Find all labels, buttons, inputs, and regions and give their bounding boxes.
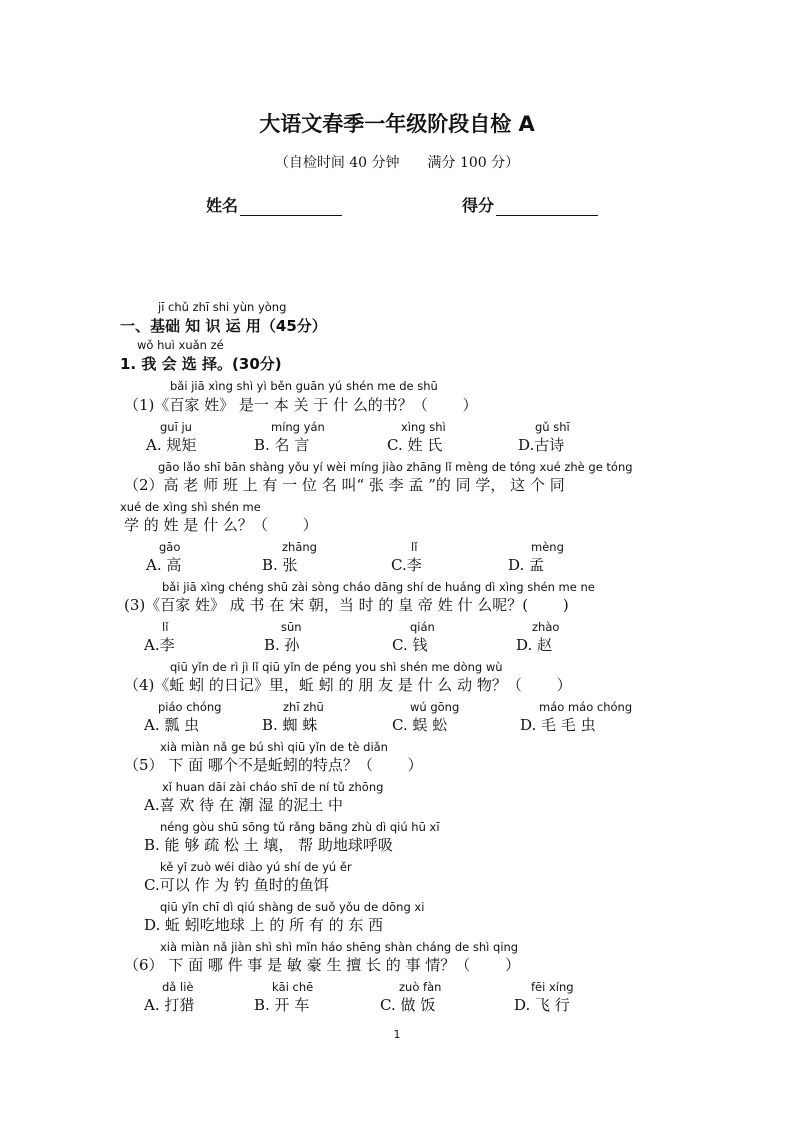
q3-option-a-pinyin: lǐ [162,620,169,634]
section1-heading: 一、基础 知 识 运 用（45分） [120,317,327,335]
q3-option-a[interactable]: A.李 [144,636,175,654]
q4-text: （4)《蚯 蚓 的日记》里，蚯 蚓 的 朋 友 是 什 么 动 物？（ ） [124,676,572,694]
q6-option-d-pinyin: fēi xíng [531,980,574,994]
q1-option-a-pinyin: guī ju [160,420,192,434]
q5-text: （5） 下 面 哪个不是蚯蚓的特点？（ ） [124,756,423,774]
name-label: 姓名 [206,196,239,215]
q1-option-b[interactable]: B. 名 言 [254,436,310,454]
q2-text-line1: （2）高 老 师 班 上 有 一 位 名 叫“ 张 李 孟 ”的 同 学， 这 个 同 [124,476,565,494]
q3-option-c[interactable]: C. 钱 [392,636,428,654]
q1-option-c-pinyin: xìng shì [401,420,446,434]
q3-option-d-pinyin: zhào [532,620,560,634]
q4-option-a-pinyin: piáo chóng [158,700,222,714]
q1-option-a[interactable]: A. 规矩 [146,436,197,454]
q4-pinyin: qiū yǐn de rì jì lǐ qiū yǐn de péng you shì shén me dòng wù [170,660,503,674]
q6-option-a[interactable]: A. 打猎 [144,996,195,1014]
score-field [462,193,598,216]
q2-pinyin-line1: gāo lǎo shī bān shàng yǒu yí wèi míng jiào zhāng lǐ mèng de tóng xué zhè ge tóng [158,460,633,474]
q5-option-d-pinyin: qiū yǐn chī dì qiú shàng de suǒ yǒu de dōng xi [160,900,425,914]
q6-option-b[interactable]: B. 开 车 [254,996,310,1014]
q6-option-d[interactable]: D. 飞 行 [514,996,570,1014]
score-label: 得分 [462,196,495,215]
q5-option-c[interactable]: C.可以 作 为 钓 鱼时的鱼饵 [144,876,329,894]
page-title: 大语文春季一年级阶段自检 A [259,112,535,136]
part1-heading: 1. 我 会 选 择。(30分) [120,355,282,373]
name-blank-line[interactable] [240,199,342,216]
q6-option-a-pinyin: dǎ liè [162,980,194,994]
q5-option-c-pinyin: kě yǐ zuò wéi diào yú shí de yú ěr [160,860,352,874]
q3-text: (3)《百家 姓》 成 书 在 宋 朝，当 时 的 皇 帝 姓 什 么呢？( ) [124,596,569,614]
q2-option-a-pinyin: gāo [159,540,181,554]
q4-option-d-pinyin: máo máo chóng [539,700,633,714]
q1-option-d[interactable]: D.古诗 [518,436,565,454]
name-field [206,193,342,216]
section1-pinyin: jī chǔ zhī shi yùn yòng [158,300,287,314]
q2-pinyin-line2: xué de xìng shì shén me [120,500,261,514]
score-blank-line[interactable] [496,199,598,216]
page-number: 1 [393,1028,401,1041]
q6-option-c[interactable]: C. 做 饭 [380,996,436,1014]
q2-text-line2: 学 的 姓 是 什 么？（ ） [124,516,318,534]
q1-option-d-pinyin: gǔ shī [535,420,570,434]
q4-option-c[interactable]: C. 蜈 蚣 [392,716,448,734]
q1-option-c[interactable]: C. 姓 氏 [387,436,443,454]
q3-option-b[interactable]: B. 孙 [264,636,300,654]
q5-option-b-pinyin: néng gòu shū sōng tǔ rǎng bāng zhù dì qiú hū xī [160,820,440,834]
q1-text: （1)《百家 姓》 是一 本 关 于 什 么的书？（ ） [124,396,478,414]
q6-text: （6） 下 面 哪 件 事 是 敏 豪 生 擅 长 的 事 情？（ ） [124,956,521,974]
q4-option-d[interactable]: D. 毛 毛 虫 [520,716,596,734]
q2-option-a[interactable]: A. 高 [146,556,182,574]
q4-option-c-pinyin: wú gōng [410,700,460,714]
q3-pinyin: bǎi jiā xìng chéng shū zài sòng cháo dāng shí de huáng dì xìng shén me ne [162,580,595,594]
q1-pinyin: bǎi jiā xìng shì yì běn guān yú shén me de shū [170,379,438,393]
q4-option-a[interactable]: A. 瓢 虫 [144,716,200,734]
q2-option-c[interactable]: C.李 [391,556,422,574]
q3-option-c-pinyin: qián [410,620,435,634]
q2-option-d-pinyin: mèng [531,540,564,554]
q5-option-a-pinyin: xǐ huan dāi zài cháo shī de ní tǔ zhōng [162,780,384,794]
q5-option-a[interactable]: A.喜 欢 待 在 潮 湿 的泥土 中 [144,796,343,814]
q3-option-b-pinyin: sūn [281,620,302,634]
q2-option-b[interactable]: B. 张 [262,556,298,574]
q3-option-d[interactable]: D. 赵 [516,636,553,654]
q2-option-b-pinyin: zhāng [282,540,317,554]
q4-option-b-pinyin: zhī zhū [283,700,324,714]
q5-option-d[interactable]: D. 蚯 蚓吃地球 上 的 所 有 的 东 西 [144,916,384,934]
q6-pinyin: xià miàn nǎ jiàn shì shì mǐn háo shēng shàn cháng de shì qing [160,940,519,954]
part1-pinyin: wǒ huì xuǎn zé [137,338,224,352]
q2-option-d[interactable]: D. 孟 [508,556,545,574]
q5-pinyin: xià miàn nǎ ge bú shì qiū yǐn de tè diǎn [160,740,388,754]
q6-option-b-pinyin: kāi chē [272,980,314,994]
q1-option-b-pinyin: míng yán [271,420,325,434]
q5-option-b[interactable]: B. 能 够 疏 松 土 壤， 帮 助地球呼吸 [144,836,393,854]
q6-option-c-pinyin: zuò fàn [399,980,442,994]
q2-option-c-pinyin: lǐ [411,540,418,554]
exam-time-and-score: （自检时间 40 分钟 满分 100 分） [274,155,520,171]
q4-option-b[interactable]: B. 蜘 蛛 [262,716,318,734]
